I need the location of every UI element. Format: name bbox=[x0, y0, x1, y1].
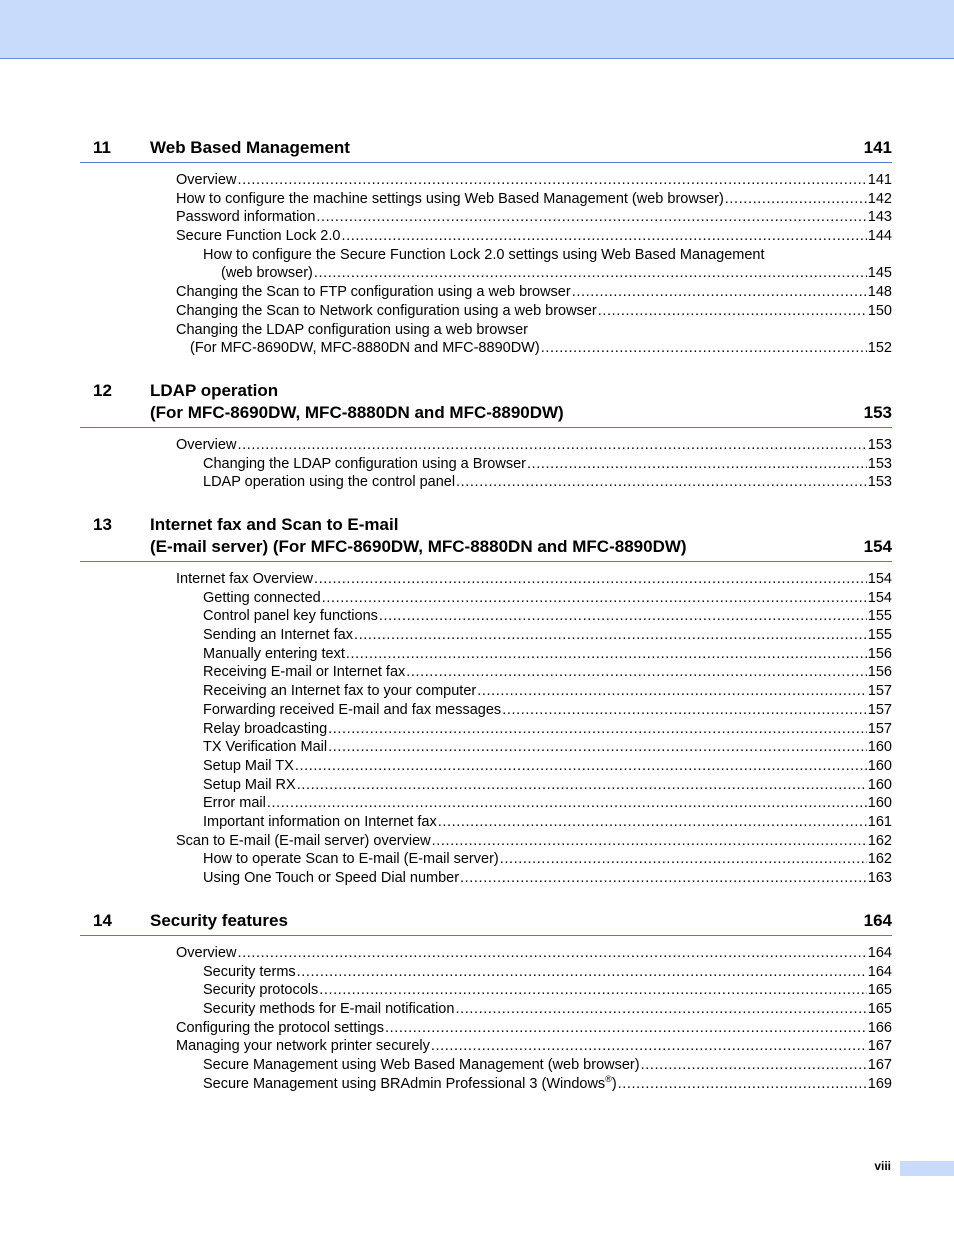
leader-dots bbox=[297, 776, 867, 795]
chapter-heading bbox=[80, 514, 892, 562]
toc-entry-title: Security terms bbox=[203, 963, 296, 980]
leader-dots bbox=[477, 682, 867, 701]
leader-dots bbox=[346, 645, 867, 664]
leader-dots bbox=[618, 1075, 867, 1094]
toc-entry-page: 143 bbox=[867, 209, 892, 226]
toc-entry-title: Internet fax Overview bbox=[176, 571, 313, 587]
toc-entry[interactable] bbox=[176, 570, 892, 589]
chapter-number: 13 bbox=[93, 515, 112, 534]
toc-entry[interactable] bbox=[203, 963, 892, 982]
toc-entry-title: Configuring the protocol settings bbox=[176, 1019, 384, 1036]
leader-dots bbox=[237, 171, 866, 190]
toc-entry-title: How to operate Scan to E-mail (E-mail server) bbox=[203, 851, 499, 868]
toc-entry[interactable] bbox=[203, 1056, 892, 1075]
leader-dots bbox=[316, 208, 866, 227]
toc-entry[interactable] bbox=[176, 302, 892, 321]
toc-section bbox=[0, 171, 892, 358]
chapter-title: Internet fax and Scan to E-mail bbox=[150, 515, 399, 534]
header-band bbox=[0, 0, 954, 59]
toc-entry[interactable] bbox=[203, 645, 892, 664]
toc-entry[interactable] bbox=[176, 171, 892, 190]
leader-dots bbox=[328, 738, 867, 757]
toc-entry[interactable] bbox=[203, 626, 892, 645]
toc-entry-title: Password information bbox=[176, 209, 316, 226]
toc-entry-title: Managing your network printer securely bbox=[176, 1038, 430, 1055]
chapter-number: 12 bbox=[93, 381, 112, 400]
toc-entry[interactable] bbox=[203, 850, 892, 869]
toc-entry-page: 145 bbox=[867, 265, 892, 282]
toc-entry[interactable] bbox=[203, 589, 892, 608]
chapter-heading bbox=[80, 380, 892, 428]
leader-dots bbox=[456, 473, 867, 492]
toc-entry[interactable] bbox=[203, 813, 892, 832]
chapter-heading bbox=[80, 910, 892, 936]
toc-entry-page: 155 bbox=[867, 608, 892, 625]
leader-dots bbox=[572, 283, 867, 302]
toc-entry-title: Setup Mail TX bbox=[203, 757, 294, 774]
toc-entry[interactable] bbox=[176, 436, 892, 455]
toc-entry-title: Scan to E-mail (E-mail server) overview bbox=[176, 832, 431, 849]
toc-entry[interactable] bbox=[203, 1000, 892, 1019]
toc-entry-page: 156 bbox=[867, 645, 892, 662]
toc-entry-title: Security protocols bbox=[203, 982, 319, 999]
toc-entry-title: LDAP operation using the control panel bbox=[203, 474, 456, 491]
toc-entry-page: 157 bbox=[867, 720, 892, 737]
leader-dots bbox=[432, 832, 867, 851]
toc-entry-title: Important information on Internet fax bbox=[203, 813, 437, 830]
toc-entry-page: 157 bbox=[867, 683, 892, 700]
toc-entry[interactable] bbox=[221, 264, 892, 283]
chapter-title: Security features bbox=[150, 911, 288, 930]
toc-entry[interactable] bbox=[203, 473, 892, 492]
toc-entry-page: 164 bbox=[867, 945, 892, 961]
toc-entry-page: 161 bbox=[867, 813, 892, 830]
toc-entry[interactable] bbox=[176, 283, 892, 302]
toc-entry[interactable] bbox=[176, 832, 892, 851]
toc-entry-title: Setup Mail RX bbox=[203, 776, 296, 793]
toc-entry-page: 155 bbox=[867, 627, 892, 644]
toc-entry-page: 169 bbox=[867, 1075, 892, 1092]
toc-entry-page: 152 bbox=[867, 340, 892, 357]
toc-entry-page: 160 bbox=[867, 739, 892, 756]
toc-entry-page: 157 bbox=[867, 701, 892, 718]
chapter-title-cont: (E-mail server) (For MFC-8690DW, MFC-8880DN and MFC-8890DW) bbox=[150, 537, 687, 556]
toc-entry[interactable] bbox=[203, 607, 892, 626]
toc-entry-title: Secure Function Lock 2.0 bbox=[176, 228, 341, 245]
toc-entry-title: TX Verification Mail bbox=[203, 739, 328, 756]
leader-dots bbox=[502, 701, 867, 720]
chapter-number: 11 bbox=[93, 138, 111, 157]
toc-entry-page: 153 bbox=[867, 437, 892, 453]
leader-dots bbox=[385, 1019, 867, 1038]
chapter-page: 154 bbox=[863, 537, 892, 556]
toc-entry-page: 167 bbox=[867, 1038, 892, 1055]
toc-entry[interactable] bbox=[203, 981, 892, 1000]
leader-dots bbox=[267, 794, 867, 813]
leader-dots bbox=[527, 455, 867, 474]
toc-entry[interactable] bbox=[203, 869, 892, 888]
toc-entry-title: Forwarding received E-mail and fax messages bbox=[203, 701, 502, 718]
toc-entry[interactable] bbox=[176, 227, 892, 246]
leader-dots bbox=[379, 607, 867, 626]
toc-entry[interactable] bbox=[203, 455, 892, 474]
toc-entry[interactable] bbox=[176, 1019, 892, 1038]
toc-entry[interactable] bbox=[176, 190, 892, 209]
leader-dots bbox=[237, 436, 866, 455]
chapter-page: 141 bbox=[863, 138, 892, 157]
toc-entry-wrapped[interactable]: Changing the LDAP configuration using a web browser bbox=[176, 321, 528, 338]
leader-dots bbox=[500, 850, 867, 869]
toc-entry-title: Receiving E-mail or Internet fax bbox=[203, 664, 406, 681]
toc-entry-page: 162 bbox=[867, 832, 892, 849]
toc-entry-title: Relay broadcasting bbox=[203, 720, 328, 737]
toc-entry[interactable] bbox=[203, 757, 892, 776]
toc-entry-title: Changing the LDAP configuration using a Browser bbox=[203, 455, 526, 472]
toc-entry-title: Overview bbox=[176, 172, 237, 188]
toc-entry-page: 156 bbox=[867, 664, 892, 681]
toc-entry-page: 142 bbox=[867, 190, 892, 207]
toc-entry-page: 160 bbox=[867, 776, 892, 793]
toc-entry-page: 154 bbox=[867, 589, 892, 606]
toc-entry[interactable] bbox=[190, 339, 892, 358]
leader-dots bbox=[341, 227, 866, 246]
toc-entry-page: 148 bbox=[867, 284, 892, 301]
chapter-heading bbox=[80, 137, 892, 163]
leader-dots bbox=[541, 339, 867, 358]
toc-entry-page: 144 bbox=[867, 228, 892, 245]
toc-entry-page: 165 bbox=[867, 1001, 892, 1018]
toc-entry-page: 163 bbox=[867, 870, 892, 886]
leader-dots bbox=[725, 190, 867, 209]
toc-entry-title: Secure Management using Web Based Management (web browser) bbox=[203, 1057, 640, 1074]
toc-entry-title: Overview bbox=[176, 945, 237, 961]
toc-entry-title: Changing the Scan to Network configuration using a web browser bbox=[176, 302, 597, 319]
leader-dots bbox=[322, 589, 867, 608]
toc-entry-title: Using One Touch or Speed Dial number bbox=[203, 870, 460, 886]
toc-entry[interactable] bbox=[203, 776, 892, 795]
toc-entry-page: 167 bbox=[867, 1057, 892, 1074]
toc-entry-title: (web browser) bbox=[221, 265, 313, 282]
leader-dots bbox=[328, 720, 867, 739]
toc-entry[interactable] bbox=[203, 720, 892, 739]
toc-entry-page: 141 bbox=[867, 172, 892, 188]
toc-entry-title: How to configure the machine settings using Web Based Management (web browser) bbox=[176, 190, 724, 207]
page-number: viii bbox=[874, 1159, 891, 1173]
toc-entry[interactable] bbox=[203, 1075, 892, 1094]
leader-dots bbox=[431, 1037, 867, 1056]
leader-dots bbox=[455, 1000, 866, 1019]
toc-entry-page: 153 bbox=[867, 455, 892, 472]
toc-entry-page: 162 bbox=[867, 851, 892, 868]
chapter-page: 164 bbox=[863, 911, 892, 930]
toc-entry-page: 160 bbox=[867, 795, 892, 812]
toc-entry-page: 166 bbox=[867, 1019, 892, 1036]
toc-entry-title: Security methods for E-mail notification bbox=[203, 1001, 455, 1018]
toc-entry-page: 160 bbox=[867, 757, 892, 774]
leader-dots bbox=[319, 981, 867, 1000]
toc-entry-title: Sending an Internet fax bbox=[203, 627, 353, 644]
leader-dots bbox=[297, 963, 867, 982]
toc-entry[interactable] bbox=[203, 682, 892, 701]
toc-entry-title bbox=[203, 1075, 618, 1094]
toc-entry-page: 150 bbox=[867, 302, 892, 319]
toc-entry-page: 154 bbox=[867, 571, 892, 587]
leader-dots bbox=[438, 813, 867, 832]
toc-entry[interactable] bbox=[176, 944, 892, 963]
toc-entry-page: 153 bbox=[867, 474, 892, 491]
registered-mark: ® bbox=[605, 1073, 612, 1084]
toc-section bbox=[0, 944, 892, 1094]
toc-entry-title: Overview bbox=[176, 437, 237, 453]
toc-entry-title-end: ) bbox=[611, 1075, 617, 1092]
chapter-title-cont: (For MFC-8690DW, MFC-8880DN and MFC-8890DW) bbox=[150, 403, 564, 422]
chapter-page: 153 bbox=[863, 403, 892, 422]
toc-entry-title: Manually entering text bbox=[203, 645, 345, 662]
toc-entry-title: Receiving an Internet fax to your computer bbox=[203, 683, 477, 700]
toc-entry-title-main: Secure Management using BRAdmin Professional 3 (Windows bbox=[203, 1075, 606, 1092]
chapter-title: Web Based Management bbox=[150, 138, 350, 157]
toc-section bbox=[0, 436, 892, 492]
leader-dots bbox=[598, 302, 867, 321]
leader-dots bbox=[354, 626, 867, 645]
toc-entry-title: Changing the Scan to FTP configuration using a web browser bbox=[176, 284, 571, 301]
leader-dots bbox=[641, 1056, 867, 1075]
leader-dots bbox=[460, 869, 867, 888]
toc-entry-title: Getting connected bbox=[203, 589, 321, 606]
toc-entry[interactable] bbox=[203, 794, 892, 813]
chapter-number: 14 bbox=[93, 911, 112, 930]
toc-section bbox=[0, 570, 892, 888]
leader-dots bbox=[314, 264, 867, 283]
toc-entry-title: (For MFC-8690DW, MFC-8880DN and MFC-8890DW) bbox=[190, 340, 540, 357]
leader-dots bbox=[237, 944, 866, 963]
toc-entry-page: 165 bbox=[867, 982, 892, 999]
footer-tab bbox=[900, 1161, 954, 1176]
toc-entry[interactable] bbox=[203, 701, 892, 720]
toc-entry[interactable] bbox=[203, 738, 892, 757]
toc-entry-wrapped[interactable]: How to configure the Secure Function Lock 2.0 settings using Web Based Management bbox=[203, 246, 765, 263]
chapter-title: LDAP operation bbox=[150, 381, 279, 400]
toc-entry[interactable] bbox=[203, 663, 892, 682]
toc-entry[interactable] bbox=[176, 1037, 892, 1056]
leader-dots bbox=[295, 757, 867, 776]
leader-dots bbox=[406, 663, 867, 682]
toc-entry[interactable] bbox=[176, 208, 892, 227]
toc-entry-title: Control panel key functions bbox=[203, 608, 378, 625]
leader-dots bbox=[314, 570, 867, 589]
toc-entry-title: Error mail bbox=[203, 795, 266, 812]
toc-entry-page: 164 bbox=[867, 963, 892, 980]
